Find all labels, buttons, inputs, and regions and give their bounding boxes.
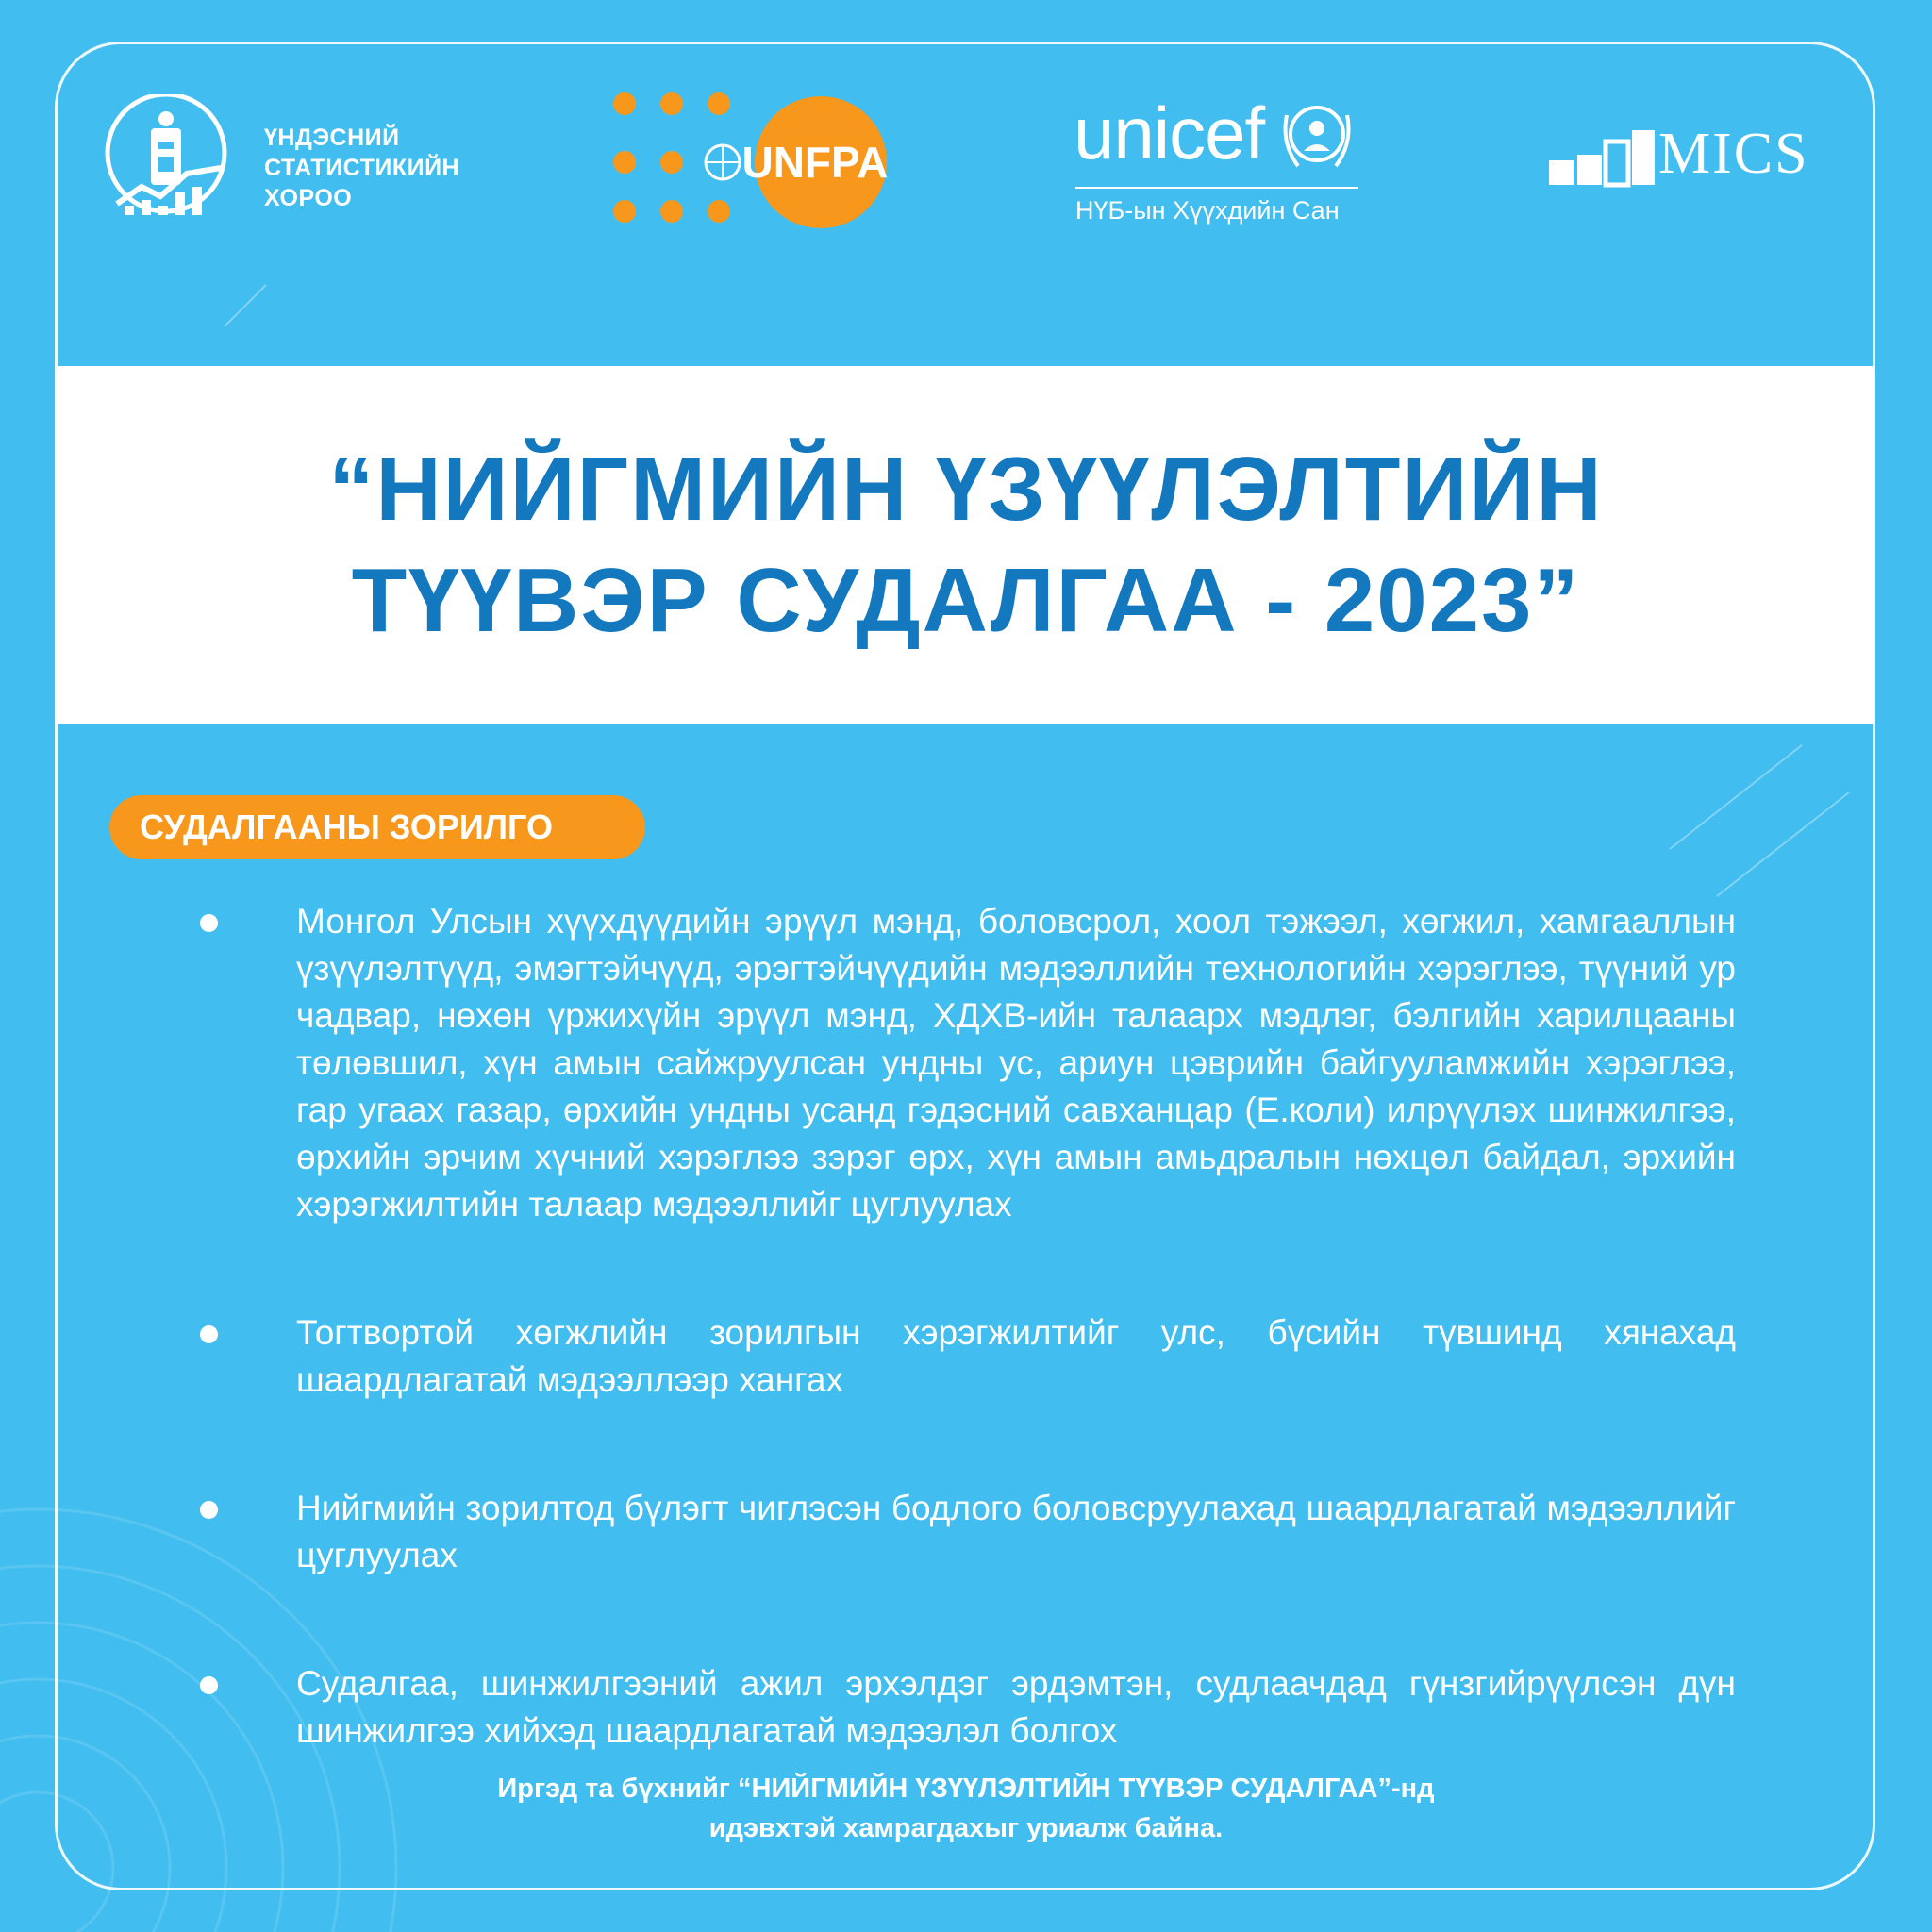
page-title bbox=[57, 434, 1875, 657]
footer-call-to-action bbox=[0, 1769, 1932, 1848]
unfpa-logo bbox=[611, 89, 894, 240]
unicef-emblem-icon bbox=[1279, 96, 1355, 181]
nso-name-line-3: ХОРОО bbox=[264, 185, 353, 211]
list-item-text: Судалгаа, шинжилгээний ажил эрхэлдэг эрдэмтэн, судлаачдад гүнзгийрүүлсэн дүн шинжилгээ хийхэд шаардлагатай мэдээлэл болгох bbox=[296, 1664, 1736, 1750]
title-line-2: ТҮҮВЭР СУДАЛГАА - 2023” bbox=[351, 550, 1581, 651]
list-item bbox=[189, 1485, 1736, 1579]
list-item-text: Монгол Улсын хүүхдүүдийн эрүүл мэнд, боловсрол, хоол тэжээл, хөгжил, хамгааллын үзүүлэлтүүд, эмэгтэйчүүд, эрэгтэйчүүдийн мэдээллийн технологийн хэрэглээ, түүний ур чадвар, нөхөн үржихүйн эрүүл мэнд, ХДХВ-ийн талаарх мэдлэг, бэлгийн харилцааны төлөвшил, хүн амын сайжруулсан ундны ус, ариун цэврийн байгууламжийн хэрэглээ, гар угаах газар, өрхийн ундны усанд гэдэсний савханцар (Е.коли) илрүүлэх шинжилгээ, өрхийн эрчим хүчний хэрэглээ зэрэг өрх, хүн амын амьдралын нөхцөл байдал, эрхийн хэрэгжилтийн талаар мэдээллийг цуглуулах bbox=[296, 902, 1736, 1224]
list-item bbox=[189, 898, 1736, 1228]
unfpa-logo-icon bbox=[611, 89, 894, 240]
mics-bars-icon bbox=[1547, 121, 1660, 206]
unicef-word: unicef bbox=[1074, 92, 1265, 175]
unfpa-label: UNFPA bbox=[741, 138, 889, 187]
unicef-subtitle: НҮБ-ын Хүүхдийн Сан bbox=[1075, 196, 1340, 225]
bullet-icon bbox=[200, 1501, 218, 1519]
title-line-1: “НИЙГМИЙН ҮЗҮҮЛЭЛТИЙН bbox=[328, 439, 1604, 540]
nso-logo bbox=[104, 94, 481, 245]
list-item-text: Тогтвортой хөгжлийн зорилгын хэрэгжилтийг улс, бүсийн түвшинд хянахад шаардлагатай мэдээллээр хангах bbox=[296, 1313, 1736, 1399]
bullet-icon bbox=[200, 1676, 218, 1694]
section-label-pill: СУДАЛГААНЫ ЗОРИЛГО bbox=[109, 795, 645, 859]
footer-line-1: Иргэд та бүхнийг “НИЙГМИЙН ҮЗҮҮЛЭЛТИЙН ТҮҮВЭР СУДАЛГАА”-нд bbox=[497, 1774, 1435, 1804]
unicef-divider bbox=[1075, 187, 1358, 189]
nso-name-line-2: СТАТИСТИКИЙН bbox=[264, 155, 460, 181]
footer-line-2: идэвхтэй хамрагдахыг уриалж байна. bbox=[708, 1813, 1224, 1843]
list-item bbox=[189, 1309, 1736, 1404]
nso-name-line-1: ҮНДЭСНИЙ bbox=[264, 125, 400, 151]
bullet-icon bbox=[200, 1325, 218, 1343]
nso-emblem-icon bbox=[104, 94, 236, 245]
bullet-icon bbox=[200, 914, 218, 932]
objectives-list bbox=[189, 898, 1736, 1836]
list-item-text: Нийгмийн зорилтод бүлэгт чиглэсэн бодлого боловсруулахад шаардлагатай мэдээллийг цуглуулах bbox=[296, 1489, 1736, 1574]
mics-logo bbox=[1547, 121, 1830, 206]
list-item bbox=[189, 1660, 1736, 1755]
logo-row bbox=[0, 75, 1932, 264]
title-band bbox=[57, 366, 1875, 724]
unicef-logo bbox=[1074, 91, 1394, 232]
mics-label: MICS bbox=[1658, 122, 1809, 186]
